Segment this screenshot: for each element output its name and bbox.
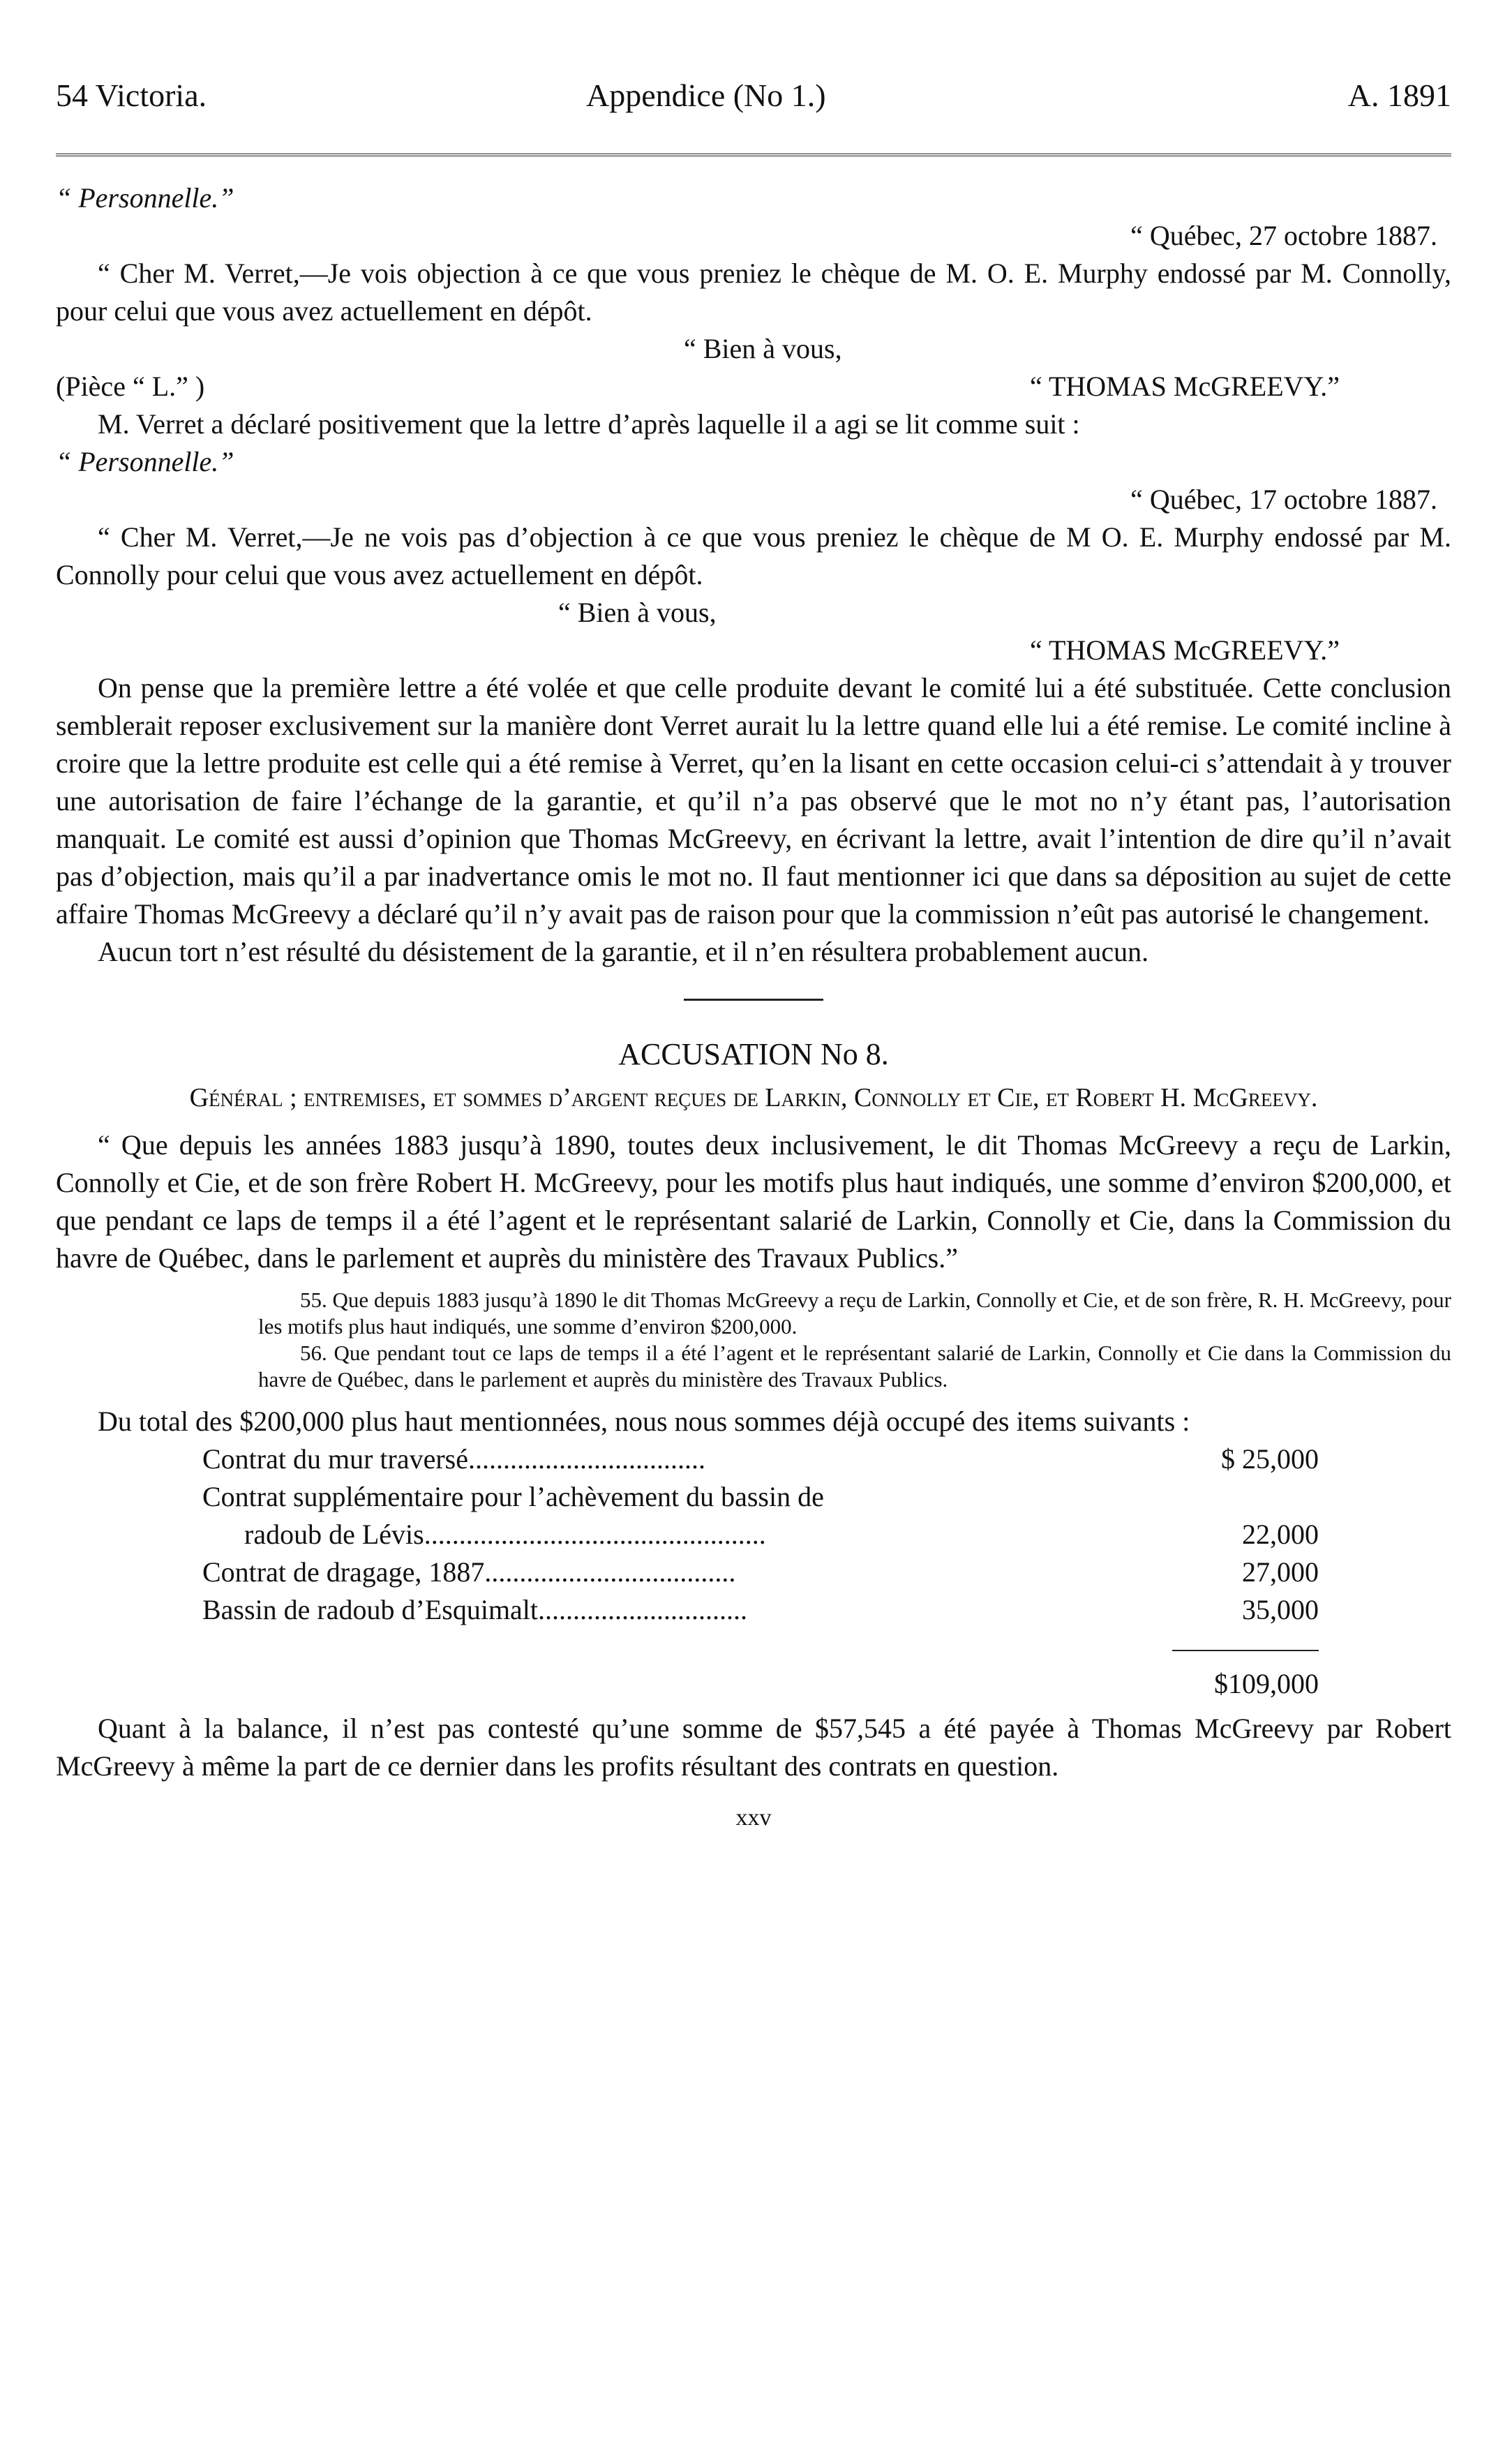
- header-left: 54 Victoria.: [56, 77, 207, 113]
- item-row: [202, 1591, 1319, 1629]
- header-right: A. 1891: [1347, 77, 1451, 113]
- header-rule: [56, 154, 1451, 158]
- letter1-closing: “ Bien à vous,: [684, 333, 842, 364]
- letter1-signature: “ THOMAS McGREEVY.”: [1029, 371, 1340, 402]
- sum-rule: [1172, 1650, 1319, 1651]
- items-intro: Du total des $200,000 plus haut mentionnées, nous nous sommes déjà occupé des items suivants :: [98, 1406, 1190, 1437]
- conclusion: Quant à la balance, il n’est pas contesté qu’une somme de $57,545 a été payée à Thomas McGreevy par Robert McGreevy à même la part de ce dernier dans les profits résultant des contrats en question.: [56, 1713, 1451, 1782]
- letter1-label: “ Personnelle.”: [56, 182, 234, 214]
- item-amount: 27,000: [1242, 1556, 1319, 1588]
- letter1-piece: (Pièce “ L.” ): [56, 371, 205, 402]
- accusation-subtitle: Général ; entremises, et sommes d’argent reçues de Larkin, Connolly et Cie, et Robert H. McGreevy.: [189, 1083, 1318, 1112]
- item-row: [202, 1516, 1319, 1553]
- item-label: Bassin de radoub d’Esquimalt..............................: [202, 1594, 748, 1625]
- letter2-label: “ Personnelle.”: [56, 446, 234, 477]
- item-row: [202, 1440, 1319, 1478]
- paragraph-2: Aucun tort n’est résulté du désistement de la garantie, et il n’en résultera probablement aucun.: [98, 936, 1149, 967]
- page-header: [56, 49, 1451, 113]
- item-amount: 35,000: [1242, 1594, 1319, 1625]
- item-amount: [1165, 1478, 1319, 1516]
- item-amount: 22,000: [1242, 1519, 1319, 1550]
- item-label: radoub de Lévis.................................................: [244, 1519, 766, 1550]
- letter1-place: “ Québec, 27 octobre 1887.: [1130, 220, 1437, 251]
- item-label: Contrat de dragage, 1887....................................: [202, 1556, 736, 1588]
- items-table: [202, 1440, 1319, 1629]
- item-row: [202, 1553, 1319, 1591]
- item-label: Contrat supplémentaire pour l’achèvement du bassin de: [202, 1481, 824, 1512]
- footnote-55: 55. Que depuis 1883 jusqu’à 1890 le dit Thomas McGreevy a reçu de Larkin, Connolly et Cie, et de son frère, R. H. McGreevy, pour les motifs plus haut indiqués, une somme d’environ $200,000.: [258, 1288, 1451, 1339]
- letter2-body: “ Cher M. Verret,—Je ne vois pas d’objection à ce que vous preniez le chèque de M O. E. Murphy endossé par M. Connolly pour celui que vous avez actuellement en dépôt.: [56, 521, 1451, 590]
- paragraph-1: On pense que la première lettre a été volée et que celle produite devant le comité lui a été substituée. Cette conclusion semblerait reposer exclusivement sur la manière dont Verret aurait lu la lettre quand elle lui a été remise. Le comité incline à croire que la lettre produite est celle qui a été remise à Verret, qu’en la lisant en cette occasion celui-ci s’attendait à y trouver une autorisation de faire l’échange de la garantie, et qu’il n’a pas observé que le mot no n’y étant pas, l’autorisation manquait. Le comité est aussi d’opinion que Thomas McGreevy, en écrivant la lettre, avait l’intention de dire qu’il n’avait pas d’objection, mais qu’il a par inadvertance omis le mot no. Il faut mentionner ici que dans sa déposition au sujet de cette affaire Thomas McGreevy a déclaré qu’il n’y avait pas de raison pour que la commission n’eût pas autorisé le changement.: [56, 672, 1451, 930]
- letter2-signature: “ THOMAS McGREEVY.”: [1029, 634, 1340, 666]
- letter1-body: “ Cher M. Verret,—Je vois objection à ce que vous preniez le chèque de M. O. E. Murphy endossé par M. Connolly, pour celui que vous avez actuellement en dépôt.: [56, 258, 1451, 327]
- letter1-piece-row: [56, 368, 1451, 405]
- header-center: Appendice (No 1.): [586, 77, 826, 113]
- letter2-closing: “ Bien à vous,: [558, 597, 717, 628]
- accusation-charge: “ Que depuis les années 1883 jusqu’à 1890, toutes deux inclusivement, le dit Thomas McGreevy a reçu de Larkin, Connolly et Cie, et de son frère Robert H. McGreevy, pour les motifs plus haut indiqués, une somme d’environ $200,000, et que pendant ce laps de temps il a été l’agent et le représentant salarié de Larkin, Connolly et Cie, dans la Commission du havre de Québec, dans le parlement et auprès du ministère des Travaux Publics.”: [56, 1129, 1451, 1274]
- footnote-56: 56. Que pendant tout ce laps de temps il a été l’agent et le représentant salarié de Larkin, Connolly et Cie dans la Commission du havre de Québec, dans le parlement et auprès du ministère des Travaux Publics.: [258, 1341, 1451, 1392]
- section-rule: [684, 999, 823, 1001]
- item-label: Contrat du mur traversé..................................: [202, 1443, 705, 1475]
- letter2-intro: M. Verret a déclaré positivement que la lettre d’après laquelle il a agi se lit comme suit :: [98, 408, 1080, 440]
- letter2-place: “ Québec, 17 octobre 1887.: [1130, 484, 1437, 515]
- page-number: xxv: [735, 1805, 772, 1831]
- accusation-title: ACCUSATION No 8.: [618, 1037, 889, 1071]
- item-row: [202, 1478, 1319, 1516]
- document-page: [56, 49, 1451, 1837]
- item-amount: $ 25,000: [1221, 1443, 1319, 1475]
- items-total: $109,000: [1214, 1668, 1319, 1699]
